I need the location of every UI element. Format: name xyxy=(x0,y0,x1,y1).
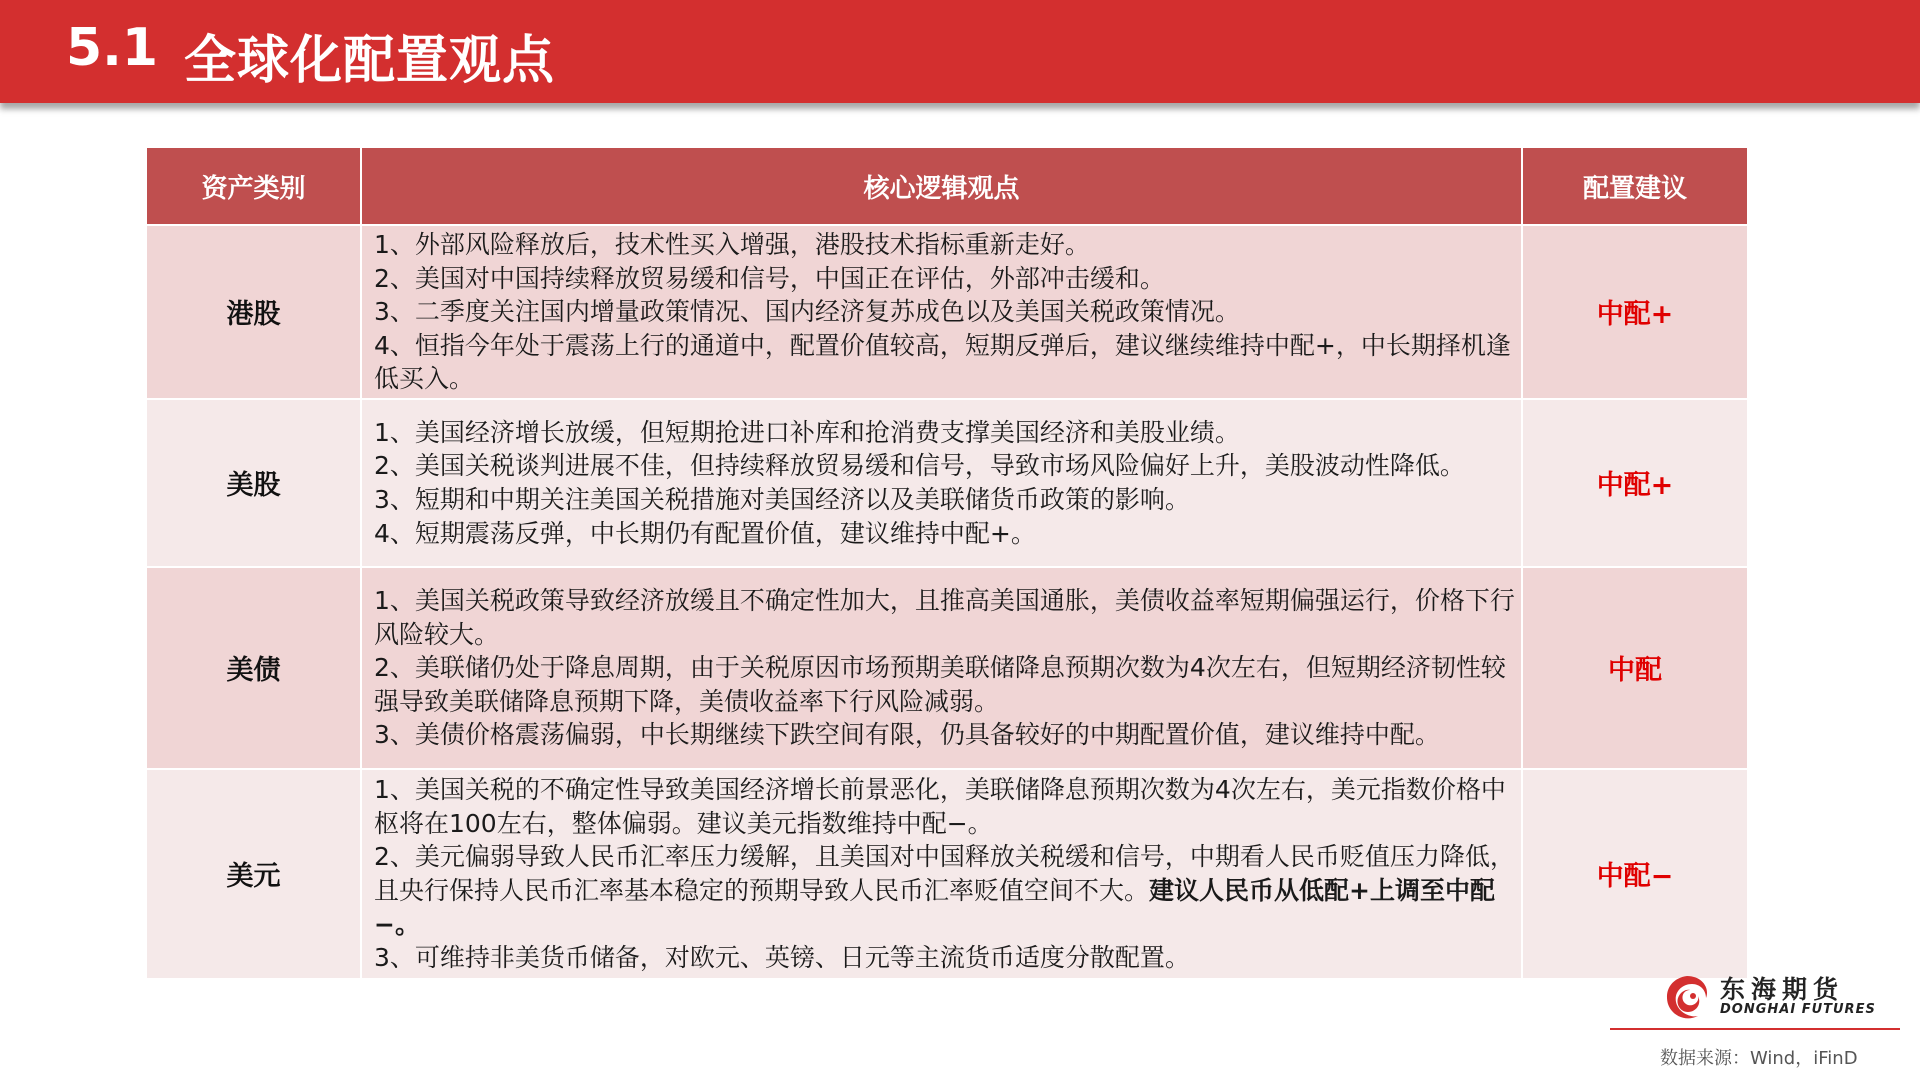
asset-cell: 美股 xyxy=(146,399,361,567)
allocation-table xyxy=(145,146,1749,980)
logic-point-text: 2、美元偏弱导致人民币汇率压力缓解，且美国对中国释放关税缓和信号，中期看人民币贬值压力降低，且央行保持人民币汇率基本稳定的预期导致人民币汇率贬值空间不大。 xyxy=(374,842,1515,905)
logic-point: 2、美国关税谈判进展不佳，但持续释放贸易缓和信号，导致市场风险偏好上升，美股波动性降低。 xyxy=(374,451,1465,481)
logic-point: 1、美国关税政策导致经济放缓且不确定性加大，且推高美国通胀，美债收益率短期偏强运行，价格下行风险较大。 xyxy=(374,585,1515,649)
logo-name-en: DONGHAI FUTURES xyxy=(1720,1002,1876,1017)
asset-cell: 美元 xyxy=(146,769,361,979)
logic-point: 1、美国关税的不确定性导致美国经济增长前景恶化，美联储降息预期次数为4次左右，美元指数价格中枢将在100左右，整体偏弱。建议美元指数维持中配−。 xyxy=(374,775,1506,838)
data-source-note: 数据来源：Wind，iFinD xyxy=(1660,1048,1858,1069)
title-bar xyxy=(0,0,1920,103)
header-core-logic: 核心逻辑观点 xyxy=(361,147,1522,225)
bold-recommendation: 建议人民币从低配+上调至中配−。 xyxy=(374,875,1495,939)
logic-cell xyxy=(361,225,1522,399)
advice-cell: 中配+ xyxy=(1522,399,1748,567)
dragon-logo-icon xyxy=(1660,972,1714,1024)
logic-point: 3、短期和中期关注美国关税措施对美国经济以及美联储货币政策的影响。 xyxy=(374,484,1190,514)
logic-point: 2、美联储仍处于降息周期，由于关税原因市场预期美联储降息预期次数为4次左右，但短期经济韧性较强导致美联储降息预期下降，美债收益率下行风险减弱。 xyxy=(374,653,1506,716)
logic-cell xyxy=(361,769,1522,979)
advice-cell: 中配+ xyxy=(1522,225,1748,399)
advice-cell: 中配 xyxy=(1522,567,1748,769)
logic-cell xyxy=(361,567,1522,769)
section-number: 5.1 xyxy=(66,18,159,78)
logic-point: 2、美国对中国持续释放贸易缓和信号，中国正在评估，外部冲击缓和。 xyxy=(374,263,1165,293)
page-title: 全球化配置观点 xyxy=(184,31,556,91)
logic-point: 3、美债价格震荡偏弱，中长期继续下跌空间有限，仍具备较好的中期配置价值，建议维持中配。 xyxy=(374,720,1440,750)
donghai-futures-logo xyxy=(1660,970,1876,1026)
header-allocation-advice: 配置建议 xyxy=(1522,147,1748,225)
asset-cell: 港股 xyxy=(146,225,361,399)
table-header-row xyxy=(146,147,1748,225)
advice-cell: 中配− xyxy=(1522,769,1748,979)
table-row xyxy=(146,399,1748,567)
table-row xyxy=(146,567,1748,769)
header-asset-class: 资产类别 xyxy=(146,147,361,225)
logic-cell xyxy=(361,399,1522,567)
logic-point: 3、可维持非美货币储备，对欧元、英镑、日元等主流货币适度分散配置。 xyxy=(374,943,1190,973)
logic-point: 1、美国经济增长放缓，但短期抢进口补库和抢消费支撑美国经济和美股业绩。 xyxy=(374,417,1240,447)
logic-point: 1、外部风险释放后，技术性买入增强，港股技术指标重新走好。 xyxy=(374,230,1090,259)
logo-underline xyxy=(1610,1028,1900,1030)
logic-point: 4、短期震荡反弹，中长期仍有配置价值，建议维持中配+。 xyxy=(374,518,1036,548)
table-row xyxy=(146,225,1748,399)
logic-point xyxy=(374,840,1515,941)
logo-name-cn: 东海期货 xyxy=(1720,975,1845,1004)
table-row xyxy=(146,769,1748,979)
logic-point: 3、二季度关注国内增量政策情况、国内经济复苏成色以及美国关税政策情况。 xyxy=(374,297,1240,327)
logic-point: 4、恒指今年处于震荡上行的通道中，配置价值较高，短期反弹后，建议继续维持中配+，中长期择机逢低买入。 xyxy=(374,330,1511,394)
asset-cell: 美债 xyxy=(146,567,361,769)
